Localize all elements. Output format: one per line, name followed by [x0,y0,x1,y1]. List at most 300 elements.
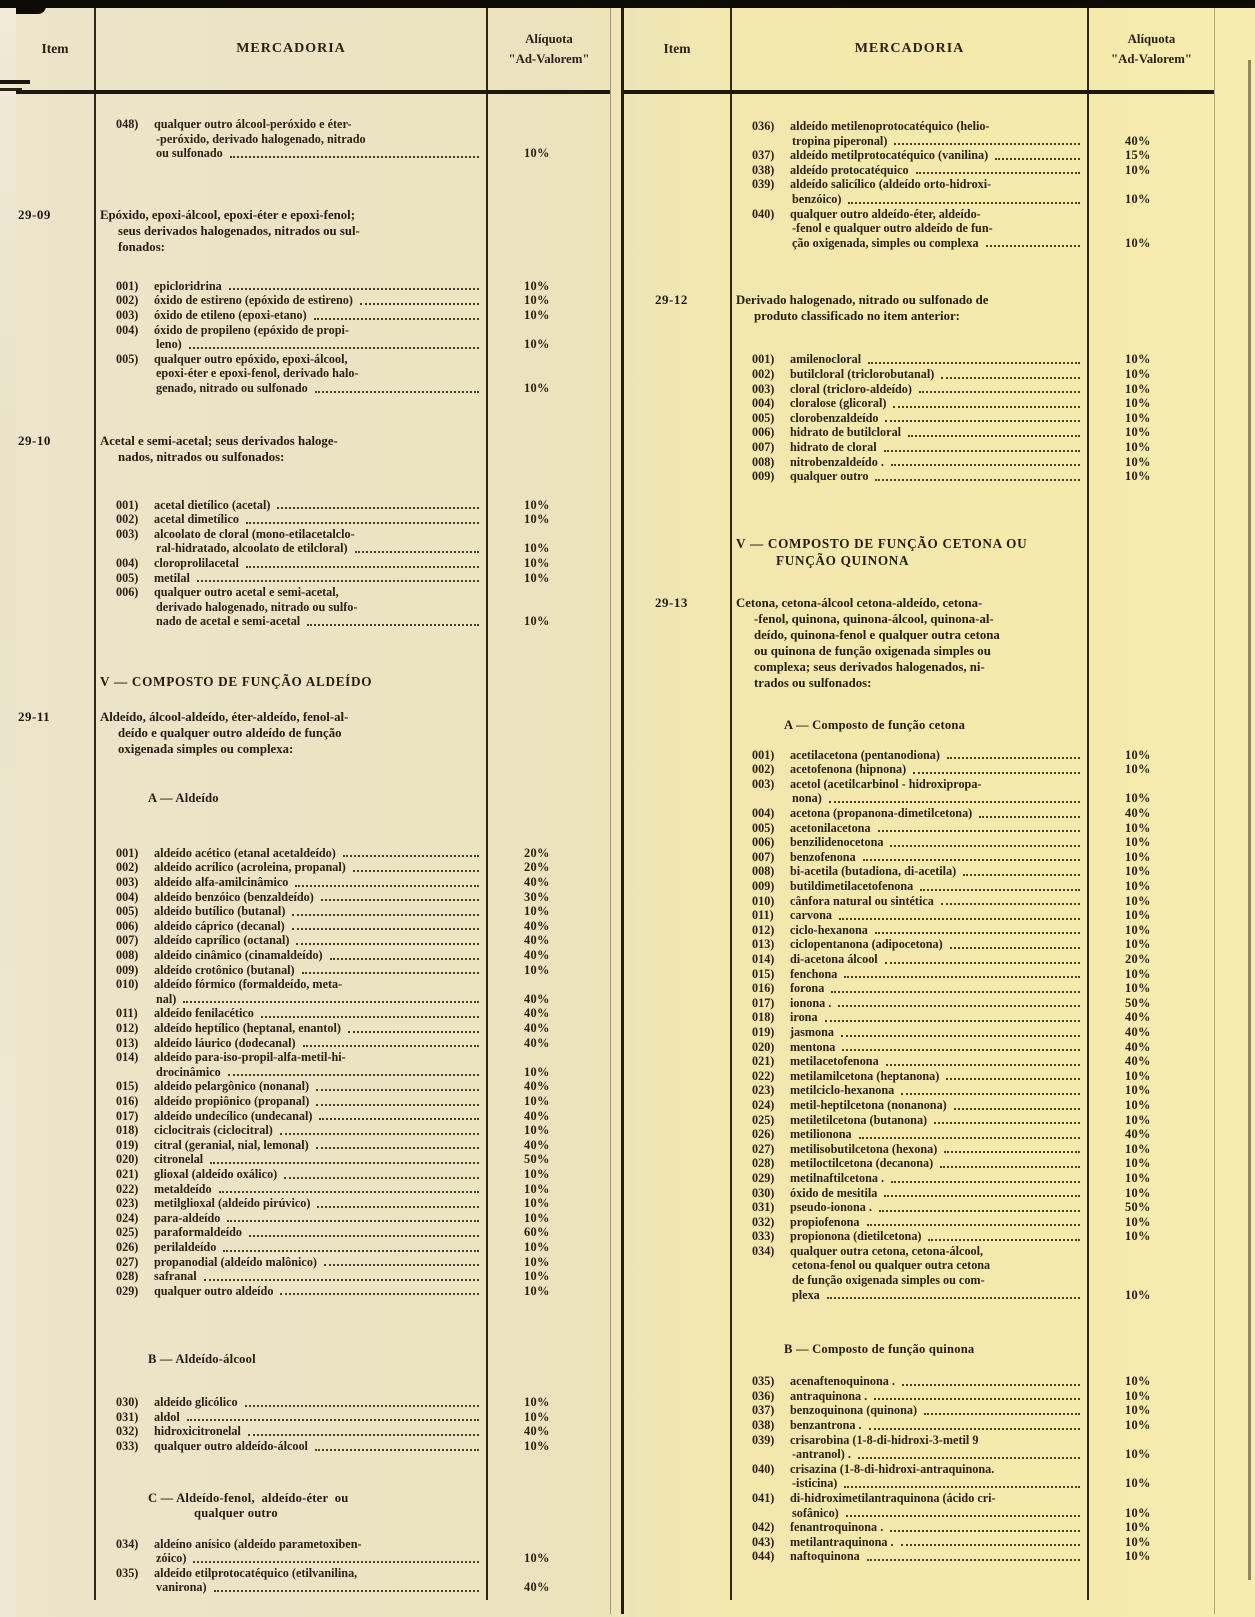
entry-line [730,1171,1084,1186]
entry-text: forona [790,981,825,996]
entry-line [730,469,1084,484]
mercadoria-cell [94,433,488,465]
rate-cell [1089,850,1214,865]
dot-leader [229,288,479,290]
item-heading-line: deído, quinona-fenol e qualquer outra cetona [754,627,1000,642]
entry-line [94,541,483,556]
dot-leader [844,976,1080,978]
entry-code: 003) [752,381,775,396]
item-number-cell [16,293,94,308]
entry-text: hidroxicitronelal [154,1424,241,1439]
spacer [624,94,1214,119]
entry-text: de função oxigenada simples ou com- [792,1273,985,1288]
entry-line [94,904,483,919]
entry-line [730,1447,1084,1462]
entry-row [624,967,1214,982]
entry-text: sofânico) [792,1505,839,1520]
entry-line [730,411,1084,426]
dot-leader [245,1405,479,1407]
entry-text: fenchona [790,966,838,981]
mercadoria-cell [94,1006,488,1021]
item-number-cell [16,571,94,586]
rate-value: 10% [524,1395,550,1410]
item-heading-line: fonados: [118,239,165,254]
rate-cell [1089,1389,1214,1404]
dot-leader [884,450,1080,452]
item-number-cell [16,1196,94,1211]
rate-value: 10% [1125,352,1151,367]
rate-cell [1089,1127,1214,1142]
dot-leader [846,1515,1080,1517]
entry-row [624,177,1214,206]
entry-text: aldeído fenilacético [154,1006,254,1021]
dot-leader [210,1162,479,1164]
item-number-cell [624,411,730,426]
rate-cell [488,846,610,861]
entry-text: -peróxido, derivado halogenado, nitrado [156,131,366,146]
rate-value: 10% [1125,966,1151,981]
entry-line [730,1389,1084,1404]
mercadoria-cell [730,1113,1089,1128]
entry-code: 009) [116,962,139,977]
entry-line [730,850,1084,865]
entry-code: 032) [116,1424,139,1439]
spacer [624,1357,1214,1374]
mercadoria-cell [730,718,1089,733]
rate-value: 10% [1125,1403,1151,1418]
item-number-cell [16,846,94,861]
mercadoria-cell [94,919,488,934]
rate-cell [488,1036,610,1051]
item-number-cell [16,933,94,948]
entry-row [624,777,1214,806]
entry-line [94,933,483,948]
entry-text: aldeído benzóico (benzaldeído) [154,889,314,904]
entry-row [16,1006,610,1021]
dot-leader [908,435,1080,437]
entry-line [730,1040,1084,1055]
mercadoria-cell [94,977,488,1006]
dot-leader [919,391,1080,393]
entry-line [94,992,483,1007]
rate-value: 10% [1125,981,1151,996]
entry-line [730,1520,1084,1535]
rate-value: 40% [524,1108,550,1123]
entry-text: óxido de mesitila [790,1185,878,1200]
entry-line [94,556,483,571]
mercadoria-cell [730,1127,1089,1142]
entry-code: 018) [752,1010,775,1025]
table-header-left [16,8,610,94]
spacer [16,1298,610,1352]
rate-cell [488,963,610,978]
item-number-cell [16,948,94,963]
dot-leader [901,1093,1080,1095]
entry-row [16,1211,610,1226]
entry-row [16,117,610,161]
rate-value: 10% [1125,820,1151,835]
spacer [624,569,1214,595]
entry-text: metilal [154,570,190,585]
mercadoria-cell [730,923,1089,938]
mercadoria-cell [730,777,1089,806]
entry-text: -isticina) [792,1476,838,1491]
item-number-cell [624,1403,730,1418]
entry-row [624,382,1214,397]
entry-text: epoxi-éter e epoxi-fenol, derivado halo- [156,366,359,381]
dot-leader [204,1279,479,1281]
entry-text: antraquinona . [790,1388,868,1403]
rate-cell [1089,879,1214,894]
rate-cell [1089,1171,1214,1186]
rate-value: 40% [1125,806,1151,821]
subsection-heading-line: A — Composto de função cetona [784,717,966,732]
rate-cell [488,1225,610,1240]
entry-line [730,1098,1084,1113]
item-number-cell [624,879,730,894]
rate-cell [1089,177,1214,206]
entry-line [730,1418,1084,1433]
item-number-cell [624,1156,730,1171]
item-number-cell [624,1069,730,1084]
item-number: 29-12 [655,292,688,308]
mercadoria-cell [94,860,488,875]
mercadoria-cell [730,455,1089,470]
spacer [624,733,1214,748]
entry-row [16,963,610,978]
dot-leader [330,958,479,960]
entry-row [624,1069,1214,1084]
rate-cell [1089,762,1214,777]
dot-leader [316,1089,479,1091]
rate-cell [488,977,610,1006]
item-number-cell [624,923,730,938]
mercadoria-cell [94,1138,488,1153]
mercadoria-cell [730,835,1089,850]
rate-cell [488,1566,610,1595]
dot-leader [890,1530,1080,1532]
header-aliquota-label [1089,8,1214,90]
rate-value: 10% [1125,1068,1151,1083]
spacer [624,250,1214,292]
entry-row [16,948,610,963]
spacer [16,1367,610,1395]
spacer [16,465,610,498]
entry-row [16,1566,610,1595]
entry-line [94,1566,483,1581]
item-number-cell [16,1410,94,1425]
entry-row [16,1123,610,1138]
entry-row [16,1167,610,1182]
rate-value: 10% [1125,235,1151,250]
item-heading-line: deído e qualquer outro aldeído de função [118,725,342,740]
entry-code: 048) [116,117,139,131]
entry-code: 028) [116,1269,139,1284]
entry-code: 038) [752,1418,775,1433]
rate-cell [488,293,610,308]
entry-line [94,860,483,875]
mercadoria-cell [730,440,1089,455]
dot-leader [879,1210,1080,1212]
entry-code: 039) [752,177,775,192]
entry-row [624,806,1214,821]
item-number-cell [624,937,730,952]
header-aliquota-label [488,8,610,90]
rate-cell [1089,1186,1214,1201]
entry-text: aldeído protocatéquico [790,162,909,177]
entry-row [16,1255,610,1270]
entry-line [730,952,1084,967]
mercadoria-cell [94,1352,488,1367]
entry-text: bi-acetila (butadiona, di-acetila) [790,864,957,879]
dot-leader [343,855,479,857]
rate-cell [1089,1069,1214,1084]
mercadoria-cell [730,177,1089,206]
item-number-cell [624,1229,730,1244]
dot-leader [875,932,1080,934]
rate-cell [488,1094,610,1109]
dot-leader [894,143,1080,145]
entry-code: 033) [752,1229,775,1244]
entry-code: 015) [116,1079,139,1094]
entry-text: ciclocitrais (ciclocitral) [154,1123,273,1138]
item-number-cell [624,835,730,850]
mercadoria-cell [730,821,1089,836]
item-number-cell [624,1040,730,1055]
item-number-cell [16,1395,94,1410]
entry-line [730,908,1084,923]
rate-value: 10% [1125,1520,1151,1535]
entry-line [730,1258,1084,1273]
dot-leader [878,830,1080,832]
rate-cell [1089,1010,1214,1025]
subsection-heading-row [624,718,1214,733]
dot-leader [228,1074,479,1076]
entry-row [624,367,1214,382]
rate-value: 10% [1125,1476,1151,1491]
rate-value: 10% [1125,439,1151,454]
dot-leader [891,464,1080,466]
entry-row [624,425,1214,440]
rate-cell [1089,207,1214,251]
entry-text: aldeído fórmico (formaldeído, meta- [154,977,343,992]
entry-text: -fenol e qualquer outro aldeído de fun- [792,221,993,236]
entry-line [94,1255,483,1270]
rate-value: 40% [1125,133,1151,148]
item-number-cell [624,1549,730,1564]
entry-code: 006) [116,918,139,933]
entry-line [730,396,1084,411]
item-number-cell [16,1021,94,1036]
item-number-cell [624,908,730,923]
dot-leader [360,303,479,305]
mercadoria-cell [730,382,1089,397]
rate-cell [1089,777,1214,806]
item-number-cell [16,1424,94,1439]
entry-code: 017) [752,995,775,1010]
entry-text: ral-hidratado, alcoolato de etilcloral) [156,541,348,556]
entry-line [730,1244,1084,1259]
entry-row [624,1244,1214,1302]
entry-text: acetol (acetilcarbinol - hidroxipropa- [790,776,982,791]
entry-row [16,1410,610,1425]
mercadoria-cell [730,163,1089,178]
mercadoria-cell [730,595,1089,691]
item-number-cell [624,177,730,206]
dot-leader [954,1108,1080,1110]
mercadoria-cell [730,1403,1089,1418]
header-aliquota-line1: Alíquota [525,32,573,46]
item-heading-line: Cetona, cetona-álcool cetona-aldeído, cetona- [736,595,983,610]
entry-line [730,923,1084,938]
item-number-cell [624,864,730,879]
entry-line [94,1410,483,1425]
entry-code: 007) [116,933,139,948]
entry-line [730,1273,1084,1288]
entry-code: 032) [752,1214,775,1229]
entry-code: 029) [752,1170,775,1185]
rate-cell [1089,835,1214,850]
entry-line [94,571,483,586]
header-aliquota-line1: Alíquota [1127,32,1176,46]
mercadoria-cell [94,117,488,161]
item-number-cell [16,860,94,875]
entry-row [624,1171,1214,1186]
entry-row [624,1113,1214,1128]
dot-leader [839,918,1080,920]
left-table-column [16,8,611,1614]
dot-leader [928,1239,1080,1241]
entry-code: 014) [752,952,775,966]
entry-line [730,1374,1084,1389]
subsection-heading-row [624,1342,1214,1357]
entry-row [624,821,1214,836]
entry-row [624,1186,1214,1201]
entry-code: 001) [752,352,775,367]
entry-row [16,977,610,1006]
rate-value: 10% [1125,366,1151,381]
entry-text: para-aldeído [154,1210,221,1225]
entry-code: 031) [752,1200,775,1215]
rate-cell [1089,1433,1214,1462]
rate-cell [488,1255,610,1270]
entry-row [624,455,1214,470]
item-number-cell [16,1211,94,1226]
mercadoria-cell [730,1142,1089,1157]
rate-value: 10% [1125,1141,1151,1156]
entry-text: nal) [156,991,177,1006]
subsection-heading-row [16,1491,610,1521]
entry-row [16,1196,610,1211]
item-number-cell [16,207,94,255]
entry-text: acetal dimetílico [154,512,239,527]
section-heading-line: V — COMPOSTO DE FUNÇÃO ALDEÍDO [100,673,373,689]
rate-cell [1089,1491,1214,1520]
entry-text: crisarobina (1-8-di-hidroxi-3-metil 9 [790,1432,979,1447]
item-number-cell [16,1036,94,1051]
entry-text: metilisobutilcetona (hexona) [790,1141,938,1156]
rate-cell [488,527,610,556]
dot-leader [869,1428,1080,1430]
entry-line [730,455,1084,470]
rate-cell [488,709,610,757]
mercadoria-cell [94,352,488,396]
entry-text: paraformaldeído [154,1225,243,1240]
entry-text: qualquer outro [790,469,869,484]
entry-line [94,977,483,992]
rate-cell [488,1196,610,1211]
entry-code: 002) [116,860,139,875]
rate-value: 50% [1125,995,1151,1010]
dot-leader [324,1264,479,1266]
rate-cell [1089,455,1214,470]
subsection-heading-line: A — Aldeído [148,790,219,805]
rate-cell [1089,1142,1214,1157]
item-number-cell [16,279,94,294]
rate-cell [488,1138,610,1153]
item-number-cell [16,498,94,513]
item-heading-line: trados ou sulfonados: [754,675,872,690]
dot-leader [844,1486,1080,1488]
dot-leader [950,947,1080,949]
entry-line [730,864,1084,879]
subsection-heading-line: B — Composto de função quinona [784,1342,975,1357]
item-number-cell [16,977,94,1006]
entry-line [730,1462,1084,1477]
item-number-cell [624,1171,730,1186]
item-number-cell [16,1006,94,1021]
entry-line [730,748,1084,763]
item-number-cell [624,1127,730,1142]
entry-row [16,352,610,396]
mercadoria-cell [730,1025,1089,1040]
entry-code: 007) [752,439,775,454]
item-number-cell [16,890,94,905]
section-heading-line: V — COMPOSTO DE FUNÇÃO CETONA OU [736,535,1028,551]
mercadoria-cell [94,207,488,255]
entry-text: pseudo-ionona . [790,1200,872,1215]
rate-cell [1089,352,1214,367]
rate-cell [488,1439,610,1454]
spacer [16,1521,610,1537]
item-number-cell [624,806,730,821]
entry-line [94,512,483,527]
mercadoria-cell [730,352,1089,367]
rate-cell [1089,535,1214,569]
entry-code: 021) [752,1054,775,1069]
entry-line [94,1109,483,1124]
dot-leader [316,1104,479,1106]
entry-row [624,1403,1214,1418]
entry-row [16,1424,610,1439]
entry-code: 025) [116,1225,139,1240]
rate-value: 10% [1125,908,1151,923]
entry-code: 009) [752,879,775,894]
dot-leader [890,845,1080,847]
entry-line [730,937,1084,952]
rate-cell [1089,1535,1214,1550]
entry-code: 007) [752,849,775,864]
item-number: 29-11 [18,708,51,724]
entry-code: 004) [752,396,775,411]
entry-line [730,1127,1084,1142]
entry-code: 001) [116,278,139,293]
entry-text: alcoolato de cloral (mono-etilacetalclo- [154,526,355,541]
mercadoria-cell [730,1010,1089,1025]
entry-row [16,875,610,890]
dot-leader [913,772,1080,774]
entry-text: di-hidroximetilantraquinona (ácido cri- [790,1491,996,1505]
